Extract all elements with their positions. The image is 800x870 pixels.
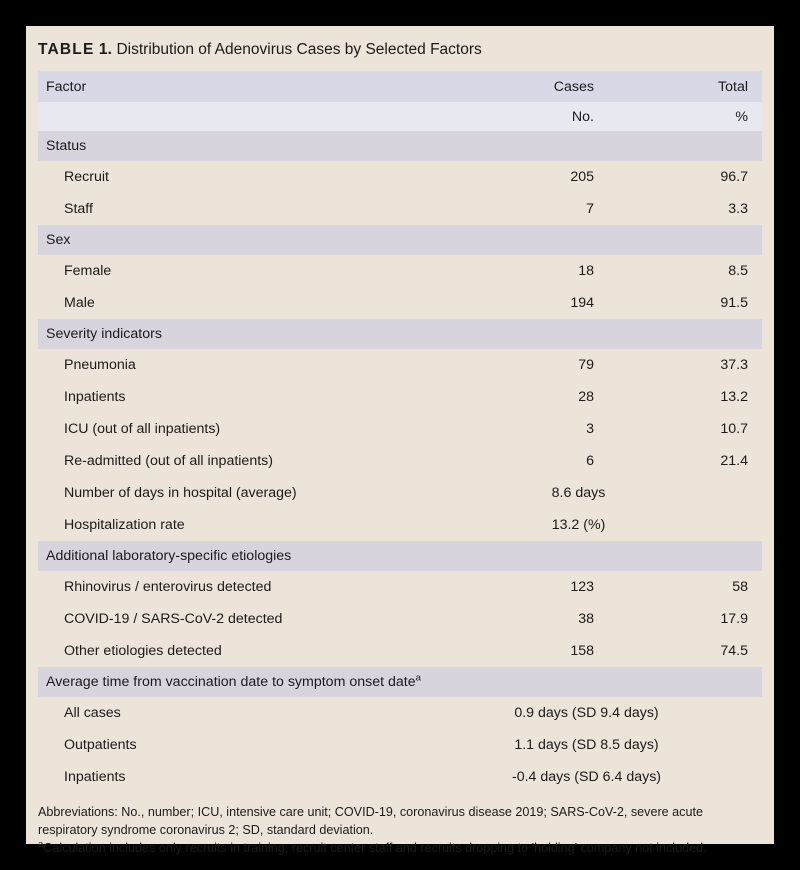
row-span-value: 8.6 days xyxy=(442,477,762,509)
footnotes xyxy=(38,804,762,858)
row-span-value: 0.9 days (SD 9.4 days) xyxy=(442,697,762,729)
row-total-value: 8.5 xyxy=(618,255,762,287)
table-label: TABLE xyxy=(38,41,95,58)
row-total-value: 37.3 xyxy=(618,349,762,381)
row-total-value: 58 xyxy=(618,571,762,603)
footnote-a-marker: a xyxy=(38,838,44,850)
table-row xyxy=(38,729,762,761)
column-subheader-total: % xyxy=(618,102,762,131)
row-total-value: 17.9 xyxy=(618,603,762,635)
row-total-value: 91.5 xyxy=(618,287,762,319)
section-header-label: Status xyxy=(38,131,762,161)
section-header-row xyxy=(38,541,762,571)
section-header-footnote-marker: a xyxy=(415,672,421,684)
table-row xyxy=(38,255,762,287)
row-cases-value: 6 xyxy=(442,445,618,477)
table-row xyxy=(38,287,762,319)
footnote-abbreviations: Abbreviations: No., number; ICU, intensive care unit; COVID-19, coronavirus disease 2019; SARS-CoV-2, severe acute respiratory syndrome coronavirus 2; SD, standard deviation. xyxy=(38,805,703,838)
footnote-a-text: Calculation includes only recruits in training; recruit center staff and recruits dropping to 'holding' company not included. xyxy=(43,841,707,856)
row-cases-value: 28 xyxy=(442,381,618,413)
column-header-factor: Factor xyxy=(38,71,442,102)
table-row xyxy=(38,477,762,509)
row-label: Number of days in hospital (average) xyxy=(38,477,442,509)
row-label: Hospitalization rate xyxy=(38,509,442,541)
row-label: All cases xyxy=(38,697,442,729)
table-number: 1. xyxy=(98,41,113,58)
section-header-label: Sex xyxy=(38,225,762,255)
section-header-label: Additional laboratory-specific etiologies xyxy=(38,541,762,571)
table-row xyxy=(38,381,762,413)
row-label: Inpatients xyxy=(38,761,442,793)
row-label: Re-admitted (out of all inpatients) xyxy=(38,445,442,477)
row-label: Rhinovirus / enterovirus detected xyxy=(38,571,442,603)
column-header-cases: Cases xyxy=(442,71,618,102)
table-header-row xyxy=(38,71,762,102)
table-row xyxy=(38,571,762,603)
row-cases-value: 123 xyxy=(442,571,618,603)
row-cases-value: 79 xyxy=(442,349,618,381)
row-cases-value: 18 xyxy=(442,255,618,287)
table-subheader-row xyxy=(38,102,762,131)
section-header-label: Average time from vaccination date to symptom onset date$^a$ xyxy=(38,667,762,697)
table-title-text: Distribution of Adenovirus Cases by Selected Factors xyxy=(116,41,482,58)
data-table xyxy=(38,71,762,793)
row-total-value: 13.2 xyxy=(618,381,762,413)
row-label: Other etiologies detected xyxy=(38,635,442,667)
table-row xyxy=(38,161,762,193)
table-row xyxy=(38,413,762,445)
row-label: ICU (out of all inpatients) xyxy=(38,413,442,445)
table-title xyxy=(26,26,774,59)
table-row xyxy=(38,193,762,225)
table-body xyxy=(38,71,762,793)
row-label: COVID-19 / SARS-CoV-2 detected xyxy=(38,603,442,635)
row-cases-value: 158 xyxy=(442,635,618,667)
table-row xyxy=(38,635,762,667)
row-total-value: 21.4 xyxy=(618,445,762,477)
column-subheader-factor xyxy=(38,102,442,131)
row-label: Inpatients xyxy=(38,381,442,413)
column-header-total: Total xyxy=(618,71,762,102)
row-cases-value: 194 xyxy=(442,287,618,319)
section-header-row xyxy=(38,131,762,161)
column-subheader-cases: No. xyxy=(442,102,618,131)
row-label: Outpatients xyxy=(38,729,442,761)
section-header-label: Severity indicators xyxy=(38,319,762,349)
table-row xyxy=(38,509,762,541)
row-label: Male xyxy=(38,287,442,319)
row-total-value: 74.5 xyxy=(618,635,762,667)
row-label: Staff xyxy=(38,193,442,225)
row-cases-value: 3 xyxy=(442,413,618,445)
table-row xyxy=(38,445,762,477)
row-label: Recruit xyxy=(38,161,442,193)
table-row xyxy=(38,761,762,793)
footnote-a xyxy=(38,840,762,858)
row-span-value: -0.4 days (SD 6.4 days) xyxy=(442,761,762,793)
row-total-value: 10.7 xyxy=(618,413,762,445)
row-total-value: 3.3 xyxy=(618,193,762,225)
section-header-row xyxy=(38,225,762,255)
row-label: Female xyxy=(38,255,442,287)
row-total-value: 96.7 xyxy=(618,161,762,193)
section-header-row xyxy=(38,319,762,349)
section-header-row xyxy=(38,667,762,697)
table-row xyxy=(38,349,762,381)
row-cases-value: 205 xyxy=(442,161,618,193)
row-label: Pneumonia xyxy=(38,349,442,381)
table-row xyxy=(38,603,762,635)
table-row xyxy=(38,697,762,729)
table-card xyxy=(26,26,774,856)
row-span-value: 13.2 (%) xyxy=(442,509,762,541)
row-cases-value: 38 xyxy=(442,603,618,635)
row-cases-value: 7 xyxy=(442,193,618,225)
row-span-value: 1.1 days (SD 8.5 days) xyxy=(442,729,762,761)
